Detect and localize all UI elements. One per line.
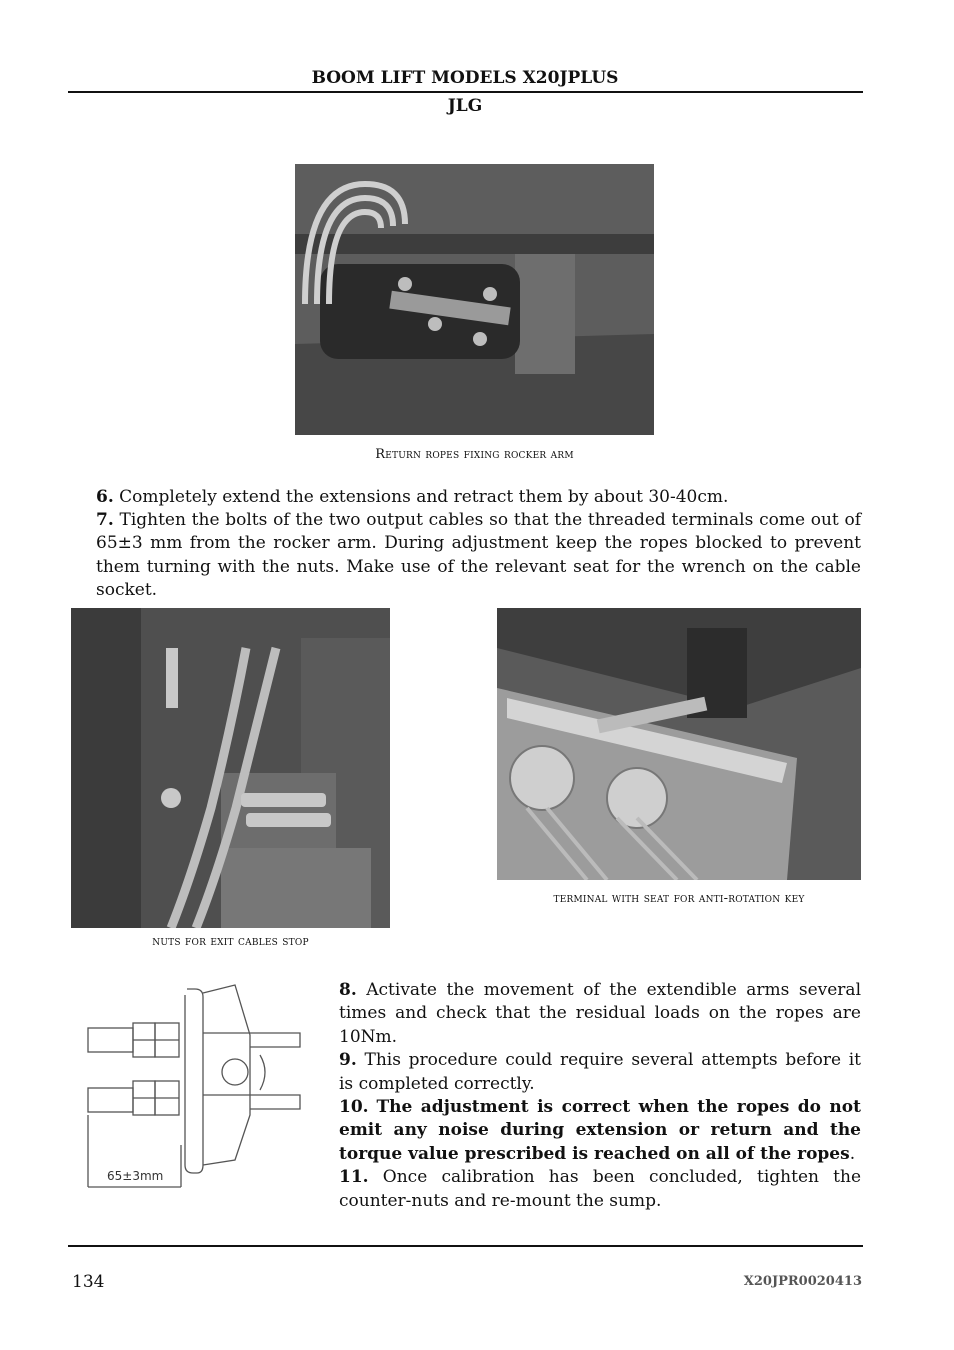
figure-caption-1: Return ropes fixing rocker arm: [375, 447, 574, 462]
step-8-text: Activate the movement of the extendible arms several times and check that the residual loads on the ropes are 10Nm.: [339, 980, 862, 1047]
step-8: [339, 979, 861, 1049]
dimension-label: 65±3mm: [107, 1169, 164, 1183]
photo-rocker-arm: [295, 164, 654, 435]
document-code: X20JPR0020413: [743, 1274, 862, 1289]
step-10-number: 10.: [339, 1097, 369, 1118]
step-8-number: 8.: [339, 980, 357, 1000]
terminal-dimension-diagram: [85, 975, 305, 1195]
step-11: [339, 1166, 861, 1213]
steps-8-11: [339, 979, 861, 1213]
step-9-text: This procedure could require several attempts before it is completed correctly.: [339, 1050, 862, 1094]
header-brand: JLG: [447, 96, 483, 116]
header-rule: [68, 91, 863, 93]
photo-terminal-seat: [497, 608, 861, 880]
step-10-tail: .: [849, 1143, 856, 1164]
step-9-number: 9.: [339, 1050, 357, 1071]
figure-caption-3: terminal with seat for anti-rotation key: [553, 891, 805, 906]
step-10: [339, 1096, 861, 1166]
step-10-text: The adjustment is correct when the ropes do not emit any noise during extension or return and the torque value prescribed is reached on all of the ropes: [339, 1097, 861, 1164]
step-11-number: 11.: [339, 1167, 369, 1188]
step-6: [96, 486, 861, 509]
step-11-text: Once calibration has been concluded, tighten the counter-nuts and re-mount the sump.: [339, 1167, 862, 1211]
photo-exit-cables-nuts: [71, 608, 390, 928]
figure-caption-2: nuts for exit cables stop: [152, 934, 309, 949]
step-6-text: Completely extend the extensions and retract them by about 30-40cm.: [119, 487, 729, 507]
step-7-number: 7.: [96, 510, 114, 530]
header-title: BOOM LIFT MODELS X20JPLUS: [311, 68, 619, 88]
step-7: [96, 509, 861, 603]
step-6-number: 6.: [96, 487, 114, 507]
step-7-text: Tighten the bolts of the two output cables so that the threaded terminals come out of 65±3 mm from the rocker arm. During adjustment keep the ropes blocked to prevent them turning with the nuts. Make use of the relevant seat for the wrench on the cable socket.: [96, 510, 862, 601]
footer-rule: [68, 1245, 863, 1247]
step-9: [339, 1049, 861, 1096]
page-number: 134: [72, 1272, 105, 1292]
